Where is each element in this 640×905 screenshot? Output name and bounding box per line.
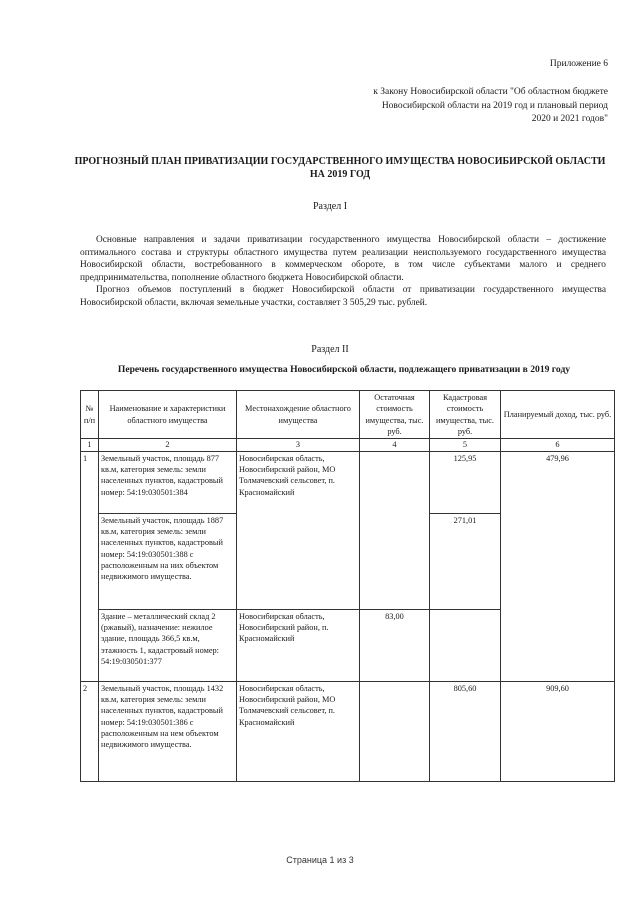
column-number: 6 (501, 439, 615, 452)
residual-value: 83,00 (360, 610, 430, 682)
residual-value (360, 682, 430, 782)
column-numbers-row (81, 439, 615, 452)
document-title: ПРОГНОЗНЫЙ ПЛАН ПРИВАТИЗАЦИИ ГОСУДАРСТВЕННОГО ИМУЩЕСТВА НОВОСИБИРСКОЙ ОБЛАСТИ НА 2019 ГОД (74, 156, 606, 180)
planned-income: 479,96 (501, 452, 615, 682)
cadastral-value (430, 610, 501, 682)
property-name: Земельный участок, площадь 1432 кв.м, категория земель: земли населенных пунктов, кадастровый номер: 54:19:030501:386 с расположенным на нем объектом недвижимого имущества. (99, 682, 237, 782)
row-number: 1 (81, 452, 99, 682)
paragraph-forecast: Прогноз объемов поступлений в бюджет Новосибирской области от приватизации государственного имущества Новосибирской области, включая земельные участки, составляет 3 505,29 тыс. рублей. (80, 285, 606, 308)
header-cadastral-value: Кадастровая стоимость имущества, тыс. руб. (430, 391, 501, 439)
annex-reference: к Закону Новосибирской области "Об областном бюджете Новосибирской области на 2019 год и плановый период 2020 и 2021 годов" (373, 87, 608, 124)
header-planned-income: Планируемый доход, тыс. руб. (501, 391, 615, 439)
section-2-heading: Раздел II (311, 344, 349, 355)
cadastral-value: 271,01 (430, 514, 501, 610)
header-num: № п/п (81, 391, 99, 439)
table-row (81, 682, 615, 782)
column-number: 1 (81, 439, 99, 452)
column-number: 2 (99, 439, 237, 452)
property-location: Новосибирская область, Новосибирский район, п. Красномайский (237, 610, 360, 682)
privatization-table (80, 390, 615, 782)
planned-income: 909,60 (501, 682, 615, 782)
property-list-title: Перечень государственного имущества Новосибирской области, подлежащего приватизации в 2019 году (117, 364, 571, 375)
column-number: 4 (360, 439, 430, 452)
header-name: Наименование и характеристики областного имущества (99, 391, 237, 439)
row-number: 2 (81, 682, 99, 782)
column-number: 5 (430, 439, 501, 452)
residual-value (360, 452, 430, 610)
table-row (81, 452, 615, 514)
annex-label: Приложение 6 (549, 59, 608, 69)
header-residual-value: Остаточная стоимость имущества, тыс. руб. (360, 391, 430, 439)
table-header-row (81, 391, 615, 439)
section-1-heading: Раздел I (312, 201, 348, 212)
property-name: Здание – металлический склад 2 (ржавый), назначение: нежилое здание, площадь 366,5 кв.м, этажность 1, кадастровый номер: 54:19:030501:377 (99, 610, 237, 682)
header-location: Местонахождение областного имущества (237, 391, 360, 439)
property-name: Земельный участок, площадь 1887 кв.м, категория земель: земли населенных пунктов, кадастровый номер: 54:19:030501:388 с расположенным на них объектом недвижимого имущества. (99, 514, 237, 610)
cadastral-value: 805,60 (430, 682, 501, 782)
property-location: Новосибирская область, Новосибирский район, МО Толмачевский сельсовет, п. Красномайский (237, 682, 360, 782)
page-number: Страница 1 из 3 (286, 855, 354, 865)
column-number: 3 (237, 439, 360, 452)
property-location: Новосибирская область, Новосибирский район, МО Толмачевский сельсовет, п. Красномайский (237, 452, 360, 610)
property-name: Земельный участок, площадь 877 кв.м, категория земель: земли населенных пунктов, кадастровый номер: 54:19:030501:384 (99, 452, 237, 514)
paragraph-goals: Основные направления и задачи приватизации государственного имущества Новосибирской области – достижение оптимального состава и структуры областного имущества путем реализации неиспользуемого государственного имущества Новосибирской области, востребованного в коммерческом обороте, в том числе субъектами малого и среднего предпринимательства, пополнение областного бюджета Новосибирской области. (80, 235, 606, 283)
cadastral-value: 125,95 (430, 452, 501, 514)
